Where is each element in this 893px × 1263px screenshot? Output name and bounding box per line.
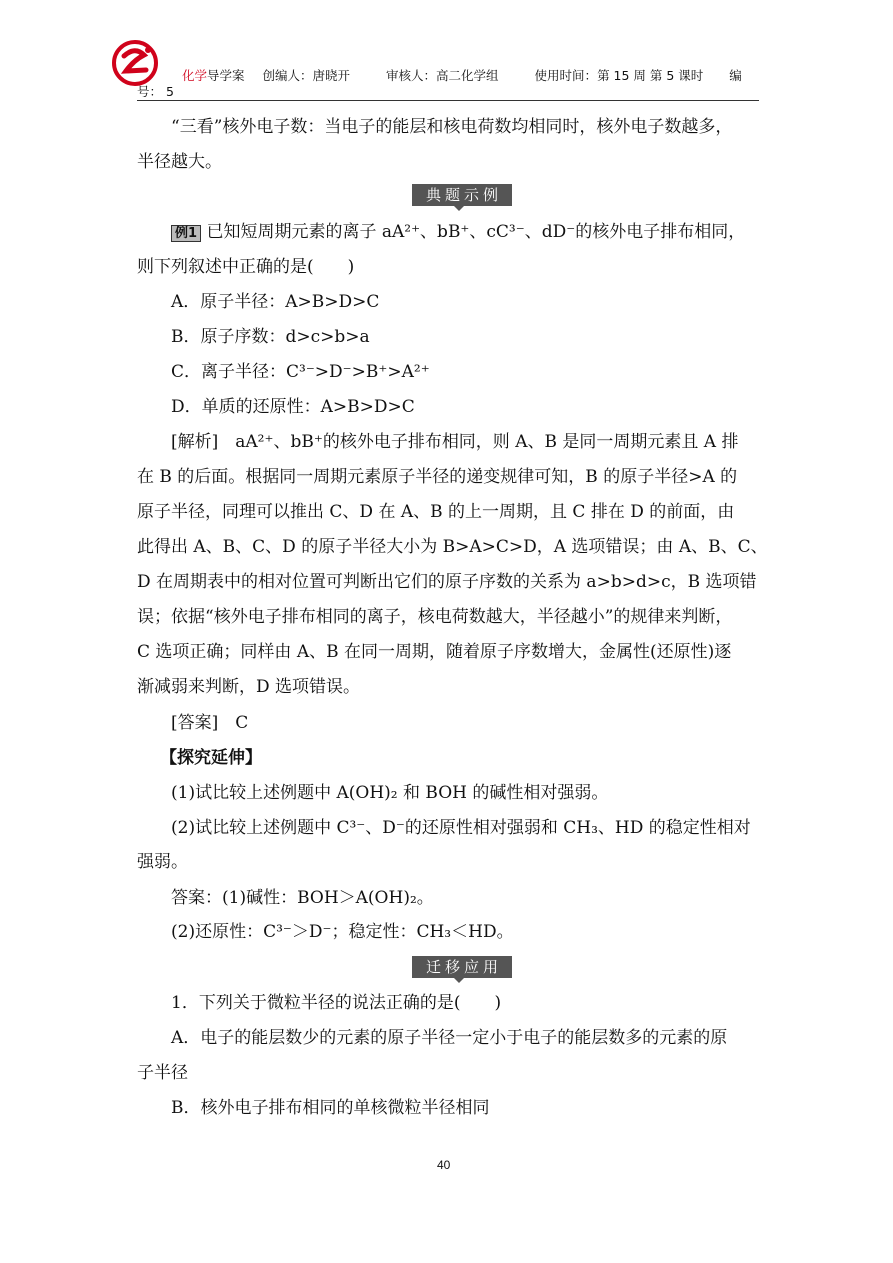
intro-line-1: “三看”核外电子数：当电子的能层和核电荷数均相同时，核外电子数越多，: [171, 117, 733, 137]
analysis-line-8: 渐减弱来判断，D 选项错误。: [137, 677, 361, 697]
reviewer-label: 审核人：: [386, 68, 437, 83]
analysis-line-7: C 选项正确；同样由 A、B 在同一周期，随着原子序数增大，金属性(还原性)逐: [137, 642, 732, 662]
example-question-line-2: 则下列叙述中正确的是( ): [137, 257, 355, 277]
extension-title: 【探究延伸】: [160, 748, 262, 768]
extension-question-1: (1)试比较上述例题中 A(OH)₂ 和 BOH 的碱性相对强弱。: [171, 783, 609, 803]
option-a: A．原子半径：A>B>D>C: [171, 292, 380, 312]
option-d: D．单质的还原性：A>B>D>C: [171, 397, 415, 417]
header-subject: 化学: [182, 68, 208, 83]
number-label-b: 号：: [137, 84, 163, 99]
logo-icon: [112, 40, 158, 86]
practice-question: 1．下列关于微粒半径的说法正确的是( ): [171, 993, 502, 1013]
page-header: [182, 66, 742, 84]
option-b: B．原子序数：d>c>b>a: [171, 327, 370, 347]
analysis-line-6: 误；依据“核外电子排布相同的离子，核电荷数越大，半径越小”的规律来判断，: [137, 607, 733, 627]
number-label-a: 编: [729, 68, 742, 83]
analysis-line-4: 此得出 A、B、C、D 的原子半径大小为 B>A>C>D，A 选项错误；由 A、B、C、: [137, 537, 768, 557]
header-rule: [137, 100, 759, 101]
section-title: 迁移应用: [412, 956, 512, 978]
analysis-line-3: 原子半径，同理可以推出 C、D 在 A、B 的上一周期，且 C 排在 D 的前面，由: [137, 502, 735, 522]
option-c: C．离子半径：C³⁻>D⁻>B⁺>A²⁺: [171, 362, 430, 382]
example-question-text: 已知短周期元素的离子 aA²⁺、bB⁺、cC³⁻、dD⁻的核外电子排布相同，: [206, 222, 746, 242]
analysis-line-2: 在 B 的后面。根据同一周期元素原子半径的递变规律可知，B 的原子半径>A 的: [137, 467, 738, 487]
practice-option-a-line-1: A．电子的能层数少的元素的原子半径一定小于电子的能层数多的元素的原: [171, 1028, 728, 1048]
header-number: [137, 82, 174, 100]
header-title: 导学案: [207, 68, 245, 83]
answer: [答案] C: [171, 713, 249, 733]
time-label: 使用时间：: [534, 68, 598, 83]
analysis-line-5: D 在周期表中的相对位置可判断出它们的原子序数的关系为 a>b>d>c，B 选项错: [137, 572, 757, 592]
reviewer: 高二化学组: [436, 68, 499, 83]
analysis-line-1: [解析] aA²⁺、bB⁺的核外电子排布相同，则 A、B 是同一周期元素且 A 排: [171, 432, 739, 452]
author: 唐晓开: [312, 68, 351, 83]
badge-notch: [454, 206, 464, 211]
practice-option-b: B．核外电子排布相同的单核微粒半径相同: [171, 1098, 490, 1118]
extension-answer-2: (2)还原性：C³⁻＞D⁻；稳定性：CH₃＜HD。: [171, 922, 514, 942]
author-label: 创编人：: [262, 68, 313, 83]
badge-notch: [454, 978, 464, 983]
extension-answer-1: 答案：(1)碱性：BOH＞A(OH)₂。: [171, 888, 434, 908]
intro-line-2: 半径越大。: [137, 152, 222, 172]
section-badge-examples: [412, 184, 512, 206]
section-title: 典题示例: [412, 184, 512, 206]
section-badge-practice: [412, 956, 512, 978]
page-number: 40: [437, 1158, 451, 1172]
number-value: 5: [166, 84, 174, 99]
example-label: 例1: [171, 225, 201, 242]
lesson-time: 第 15 周 第 5 课时: [597, 68, 704, 83]
example-question-line-1: [171, 222, 796, 242]
practice-option-a-line-2: 子半径: [137, 1063, 188, 1083]
extension-question-2-line-1: (2)试比较上述例题中 C³⁻、D⁻的还原性相对强弱和 CH₃、HD 的稳定性相对: [171, 818, 751, 838]
extension-question-2-line-2: 强弱。: [137, 852, 188, 872]
